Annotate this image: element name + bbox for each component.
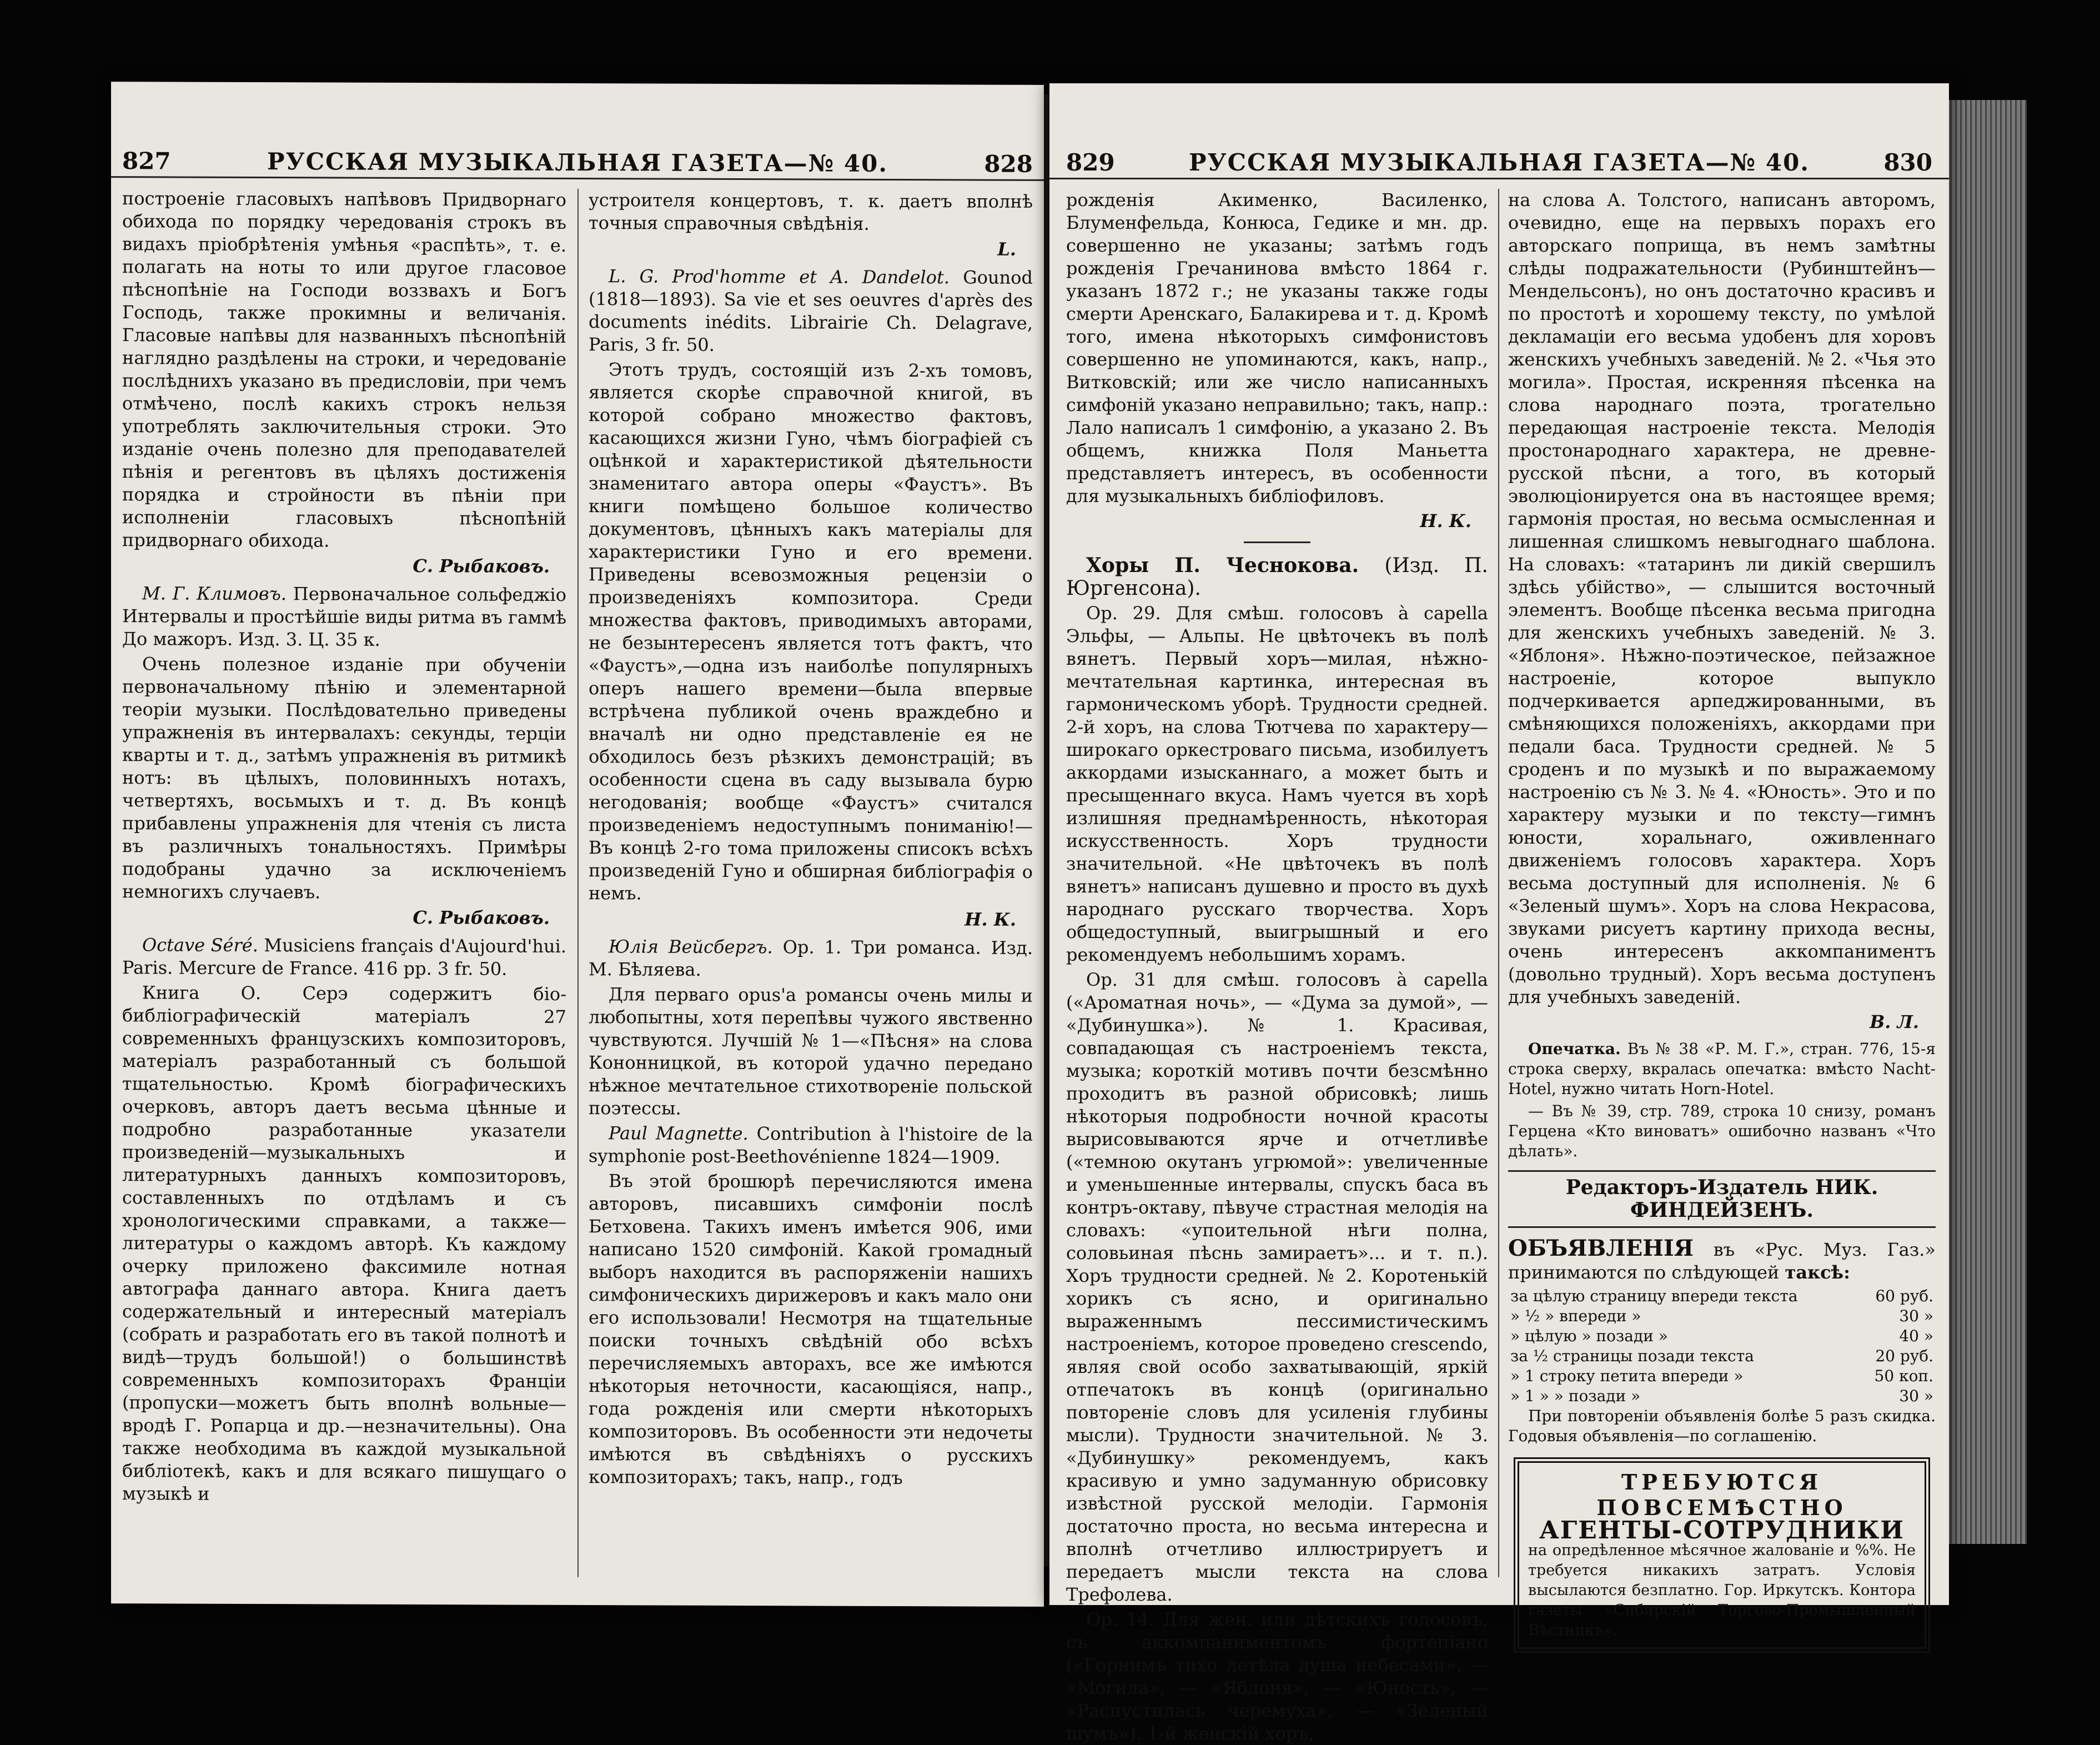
rates-table <box>1508 1286 1936 1406</box>
paragraph: Книга О. Серэ содержитъ біо-библіографическій матеріалъ 27 современныхъ французскихъ композиторовъ, матеріалъ разработанный съ большой тщательностью. Кромѣ біографическихъ очерковъ, авторъ даетъ весьма цѣнные и подробно разработанные указатели произведеній—музыкальныхъ и литературныхъ данныхъ композиторовъ, составленныхъ по отдѣламъ и съ хронологическими справками, а также—литературы о каждомъ авторѣ. Къ каждому очерку приложено факсимиле нотная автографа даннаго автора. Книга даетъ содержательный и интересный матеріалъ (собрать и разработать его въ такой полнотѣ и видѣ—трудъ большой!) о большинствѣ современныхъ композиторахъ Франціи (пропуски—можетъ быть вполнѣ вольные—вродѣ Г. Ропарца и др.—незначительны). Она также необходима въ каждой музыкальной библіотекѣ, какъ и для всякаго пишущаго о музыкѣ и <box>122 982 566 1505</box>
rate-label: » 1 » » позади » <box>1510 1387 1641 1405</box>
paragraph: Для перваго opus'а романсы очень милы и любопытны, хотя перепѣвы чужого явственно чувствуются. Лучшій № 1—«Пѣсня» на слова Кононницкой, въ которой удачно передано нѣжное мечтательное стихотвореніе польской поэтессы. <box>589 984 1033 1119</box>
review-author: Paul Magnette. <box>609 1122 748 1145</box>
paragraph: устроителя концертовъ, т. к. даетъ вполнѣ точныя справочныя свѣдѣнія. <box>589 189 1033 234</box>
divider <box>1244 541 1310 543</box>
signature: Н. К. <box>964 909 1016 930</box>
paragraph: Этотъ трудъ, состоящій изъ 2-хъ томовъ, является скорѣе справочной книгой, въ которой собрано множество фактовъ, касающихся жизни Гуно, чѣмъ біографіей съ оцѣнкой и характеристикой дѣятельности знаменитаго автора оперы «Фаустъ». Въ книги помѣщено большое количество документовъ, цѣнныхъ какъ матеріалы для характеристики Гуно и его времени. Приведены всевозможныя рецензіи о произведеніяхъ композитора. Среди множества фактовъ, приводимыхъ авторами, не безынтересенъ является тотъ фактъ, что «Фаустъ»,—одна изъ наиболѣе популярныхъ оперъ нашего времени—была впервые встрѣчена публикой очень враждебно и вначалѣ ни одно представленіе ея не обходилось безъ рѣзкихъ демонстрацій; въ особенности сцена въ саду вызывала бурю негодованія; вообще «Фаустъ» считался произведеніемъ недоступнымъ пониманію!—Въ концѣ 2-го тома приложены списокъ всѣхъ произведеній Гуно и обширная библіографія о немъ. <box>589 359 1033 904</box>
rate-price: 40 » <box>1899 1327 1933 1345</box>
ads-title: ОБЪЯВЛЕНІЯ <box>1508 1235 1694 1261</box>
review-title: Первоначальное сольфеджіо Интервалы и простѣйшіе виды ритма въ гаммѣ До мажоръ. Изд. 3. Ц. 35 к. <box>122 583 566 650</box>
errata-line <box>1508 1039 1936 1099</box>
running-header-right <box>1049 144 1949 179</box>
section-publisher: (Изд. П. Юргенсона). <box>1066 554 1488 600</box>
rate-price: 60 руб. <box>1875 1287 1933 1305</box>
signature: Н. К. <box>1420 510 1471 531</box>
paragraph: Op. 31 для смѣш. голосовъ à capella («Ароматная ночь», — «Дума за думой», — «Дубинушка»). № 1. Красивая, совпадающая съ настроеніемъ текста, музыка; короткій мотивъ почти безсмѣнно проходитъ въ разной обрисовкѣ; лишь нѣкоторыя подробности ночной красоты вырисовываются ярче и отчетливѣе («темною окутанъ угрюмой»: увеличенные и уменьшенные интервалы, спускъ баса въ контръ-октаву, пѣвуче страстная мелодія на словахъ: «упоительной нѣги полна, соловьиная пѣснь замираетъ»... и т. п.). Хоръ трудности средней. № 2. Коротенькій хорикъ съ ясно, и оригинально выраженнымъ пессимистическимъ настроеніемъ, которое проведено crescendo, являя свой особо захватывающій, яркій отпечатокъ въ концѣ (оригинально повтореніе словъ для усиленія глубины мысли). Трудности значительной. № 3. «Дубинушку» рекомендуемъ, какъ красивую и умно задуманную обрисовку извѣстной русской мелодіи. Гармонія достаточно проста, но весьма интересна и вполнѣ отчетливо иллюстрируетъ и передаетъ мысли текста на слова Трефолева. <box>1066 969 1488 1605</box>
column-rule <box>1498 189 1499 1577</box>
newspaper-title: РУССКАЯ МУЗЫКАЛЬНАЯ ГАЗЕТА—№ 40. <box>267 148 888 177</box>
ad-text: на опредѣленное мѣсячное жалованіе и %%. Не требуется никакихъ затратъ. Условія высылаются безплатно. Гор. Иркутскъ. Контора газеты «Сибирскій Торгово-Промышленный Вѣстникъ». <box>1528 1542 1916 1639</box>
rate-price: 50 коп. <box>1874 1367 1933 1385</box>
column-4 <box>1508 189 1936 1639</box>
running-header-left <box>111 143 1044 181</box>
review-entry <box>122 582 566 652</box>
rate-label: » ½ » впереди » <box>1510 1307 1641 1325</box>
page-number: 828 <box>984 150 1033 178</box>
paragraph: Въ этой брошюрѣ перечисляются имена авторовъ, писавшихъ симфоніи послѣ Бетховена. Такихъ именъ имѣется 906, ими написано 1520 симфоній. Какой громадный выборъ находится въ распоряженіи нашихъ симфоническихъ дирижеровъ и какъ мало они его использовали! Несмотря на тщательные поиски точныхъ свѣдѣній обо всѣхъ перечисляемыхъ авторахъ, все же имѣются нѣкоторыя неточности, касающіяся, напр., года рожденія или смерти нѣкоторыхъ композиторовъ. Въ особенности эти недочеты имѣются въ свѣдѣніяхъ о русскихъ композиторахъ; такъ, напр., годъ <box>589 1170 1033 1489</box>
review-entry <box>589 265 1033 358</box>
review-entry <box>122 934 566 981</box>
review-title: Musiciens français d'Aujourd'hui. Paris. Mercure de France. 416 pp. 3 fr. 50. <box>122 935 567 980</box>
review-title: Op. 1. Три романса. Изд. М. Бѣляева. <box>589 936 1033 980</box>
review-title: Gounod (1818—1893). Sa vie et ses oeuvres d'après des documents inédits. Librairie Ch. Delagrave, Paris, 3 fr. 50. <box>589 267 1033 355</box>
rate-row <box>1508 1366 1936 1386</box>
paragraph: Очень полезное изданіе при обученіи первоначальному пѣнію и элементарной теоріи музыки. Послѣдовательно приведены упражненія въ интервалахъ: секунды, терціи кварты и т. д., затѣмъ упражненія въ ритмикѣ нотъ: въ цѣлыхъ, половинныхъ нотахъ, четвертяхъ, восьмыхъ и т. д. Въ концѣ прибавлены упражненія для чтенія съ листа въ различныхъ тональностяхъ. Примѣры подобраны удачно за исключеніемъ немногихъ случаевъ. <box>122 653 566 903</box>
paragraph: Op. 29. Для смѣш. голосовъ à capella Эльфы, — Альпы. Не цвѣточекъ въ полѣ вянетъ. Первый хоръ—милая, нѣжно-мечтательная картинка, интересная въ гармоническомъ уборѣ. Трудности средней. 2-й хоръ, на слова Тютчева по характеру—широкаго оркестроваго письма, изобилуетъ аккордами изысканнаго, а может быть и пресыщеннаго вкуса. Намъ чуется въ хорѣ излишняя преднамѣренность, нѣкоторая искусственность. Хоръ трудности значительной. «Не цвѣточекъ въ полѣ вянетъ» написанъ душевно и просто въ духѣ народнаго русскаго творчества. Хоръ общедоступный, выигрышный и его рекомендуемъ небольшимъ хорамъ. <box>1066 603 1488 965</box>
editor-line: Редакторъ-Издатель НИК. ФИНДЕЙЗЕНЪ. <box>1508 1170 1936 1228</box>
review-title: Contribution à l'histoire de la symphonie post-Beethovénienne 1824—1909. <box>589 1123 1033 1168</box>
left-page <box>111 82 1044 1607</box>
errata <box>1508 1039 1936 1161</box>
rate-label: за ½ страницы позади текста <box>1510 1347 1754 1365</box>
right-page <box>1049 83 1949 1744</box>
rate-row <box>1508 1286 1936 1306</box>
paragraph: Op. 14. Для жен. или дѣтскихъ голосовъ, съ аккомпаниментомъ фортепіано («Горнимъ тихо летѣла душа небесами», — «Могила», — «Яблоня», — «Юность», — «Распустилась черемуха», — «Зеленый шумъ»). 1-й женскій хоръ, <box>1066 1609 1488 1744</box>
review-author: Юлія Вейсбергъ. <box>609 936 773 958</box>
page-edges <box>1943 100 2027 1544</box>
rate-price: 20 руб. <box>1875 1347 1933 1365</box>
section-heading <box>1066 554 1488 600</box>
review-author: Octave Séré. <box>142 934 258 956</box>
rate-label: » 1 строку петита впереди » <box>1510 1367 1744 1385</box>
rate-row <box>1508 1306 1936 1326</box>
page-number: 827 <box>122 147 171 175</box>
column-rule <box>577 189 579 1577</box>
review-entry <box>589 935 1033 982</box>
rate-label: » цѣлую » позади » <box>1510 1327 1668 1345</box>
paragraph: рожденія Акименко, Василенко, Блуменфельда, Конюса, Гедике и мн. др. совершенно не указаны; затѣмъ годъ рожденія Гречанинова вмѣсто 1864 г. указанъ 1872 г.; не указаны также годы смерти Аренскаго, Балакирева и т. д. Кромѣ того, имена нѣкоторыхъ симфонистовъ совершенно не упоминаются, какъ, напр., Витковскій; или же число написанныхъ симфоній указано неправильно; такъ, напр.: Лало написалъ 1 симфонію, а указано 2. Въ общемъ, книжка Поля Маньетта представляетъ интересъ, въ особенности для музыкальныхъ библіофиловъ. <box>1066 189 1488 507</box>
ads-note: При повтореніи объявленія болѣе 5 разъ скидка. Годовыя объявленія—по соглашенію. <box>1508 1407 1936 1445</box>
review-author: М. Г. Климовъ. <box>142 583 287 605</box>
signature: L. <box>997 238 1016 260</box>
ads-tax: таксѣ: <box>1785 1262 1850 1283</box>
ad-heading: АГЕНТЫ-СОТРУДНИКИ <box>1539 1516 1905 1545</box>
signature: В. Л. <box>1870 1011 1919 1032</box>
rate-price: 30 » <box>1899 1307 1933 1325</box>
newspaper-title: РУССКАЯ МУЗЫКАЛЬНАЯ ГАЗЕТА—№ 40. <box>1189 149 1810 176</box>
errata-text: Въ № 38 «Р. М. Г.», стран. 776, 15-я строка сверху, вкралась опечатка: вмѣсто Nacht-Hotel, нужно читать Horn-Hotel. <box>1508 1040 1936 1098</box>
errata-text: — Въ № 39, стр. 789, строка 10 снизу, романъ Герцена «Кто виноватъ» ошибочно названъ «Что дѣлать». <box>1508 1102 1936 1160</box>
rate-row <box>1508 1326 1936 1346</box>
ad-heading: ТРЕБУЮТСЯ <box>1621 1470 1823 1495</box>
page-number: 829 <box>1066 149 1115 176</box>
section-title: Хоры П. Чеснокова. <box>1086 554 1359 577</box>
errata-title: Опечатка. <box>1528 1040 1621 1058</box>
ad-heading: ПОВСЕМѢСТНО <box>1596 1495 1847 1520</box>
rate-row <box>1508 1346 1936 1366</box>
column-1 <box>122 187 566 1588</box>
ads-intro-text: въ «Рус. Муз. Газ.» принимаются по слѣдующей <box>1508 1239 1936 1283</box>
review-entry <box>589 1122 1033 1169</box>
signature: С. Рыбаковъ. <box>413 906 550 929</box>
page-number: 830 <box>1883 149 1932 176</box>
rate-price: 30 » <box>1899 1387 1933 1405</box>
rate-label: за цѣлую страницу впереди текста <box>1510 1287 1798 1305</box>
agents-wanted-ad <box>1514 1457 1930 1653</box>
column-2 <box>589 189 1033 1590</box>
paragraph: на слова А. Толстого, написанъ авторомъ, очевидно, еще на первыхъ порахъ его авторскаго поприща, въ немъ замѣтны слѣды подражательности (Рубинштейнъ—Мендельсонъ), но онъ достаточно красивъ и по простотѣ и хорошему тексту, по умѣлой декламаціи его весьма удобенъ для хоровъ женскихъ учебныхъ заведеній. № 2. «Чья это могила». Простая, искренняя пѣсенка на слова народнаго поэта, трогательно передающая настроеніе текста. Мелодія простонароднаго характера, не древне-русской пѣсни, а того, въ который эволюціонируется она въ настоящее время; гармонія простая, но весьма осмысленная и лишенная слишкомъ невыгоднаго шаблона. На словахъ: «татаринъ ли дикій свершилъ здѣсь убійство», — слышится восточный элементъ. Вообще пѣсенка весьма пригодна для женскихъ учебныхъ заведеній. № 3. «Яблоня». Нѣжно-поэтическое, пейзажное настроеніе, которое выпукло подчеркивается арпеджированными, въ смѣняющихся положеніяхъ, аккордами при педали баса. Трудности средней. № 5 сроденъ и по музыкѣ и по выражаемому настроенію съ № 3. № 4. «Юность». Это и по характеру музыки и по тексту—гимнъ юности, хоральнаго, оживленнаго движеніемъ голосовъ характера. Хоръ весьма доступный для исполненія. № 6 «Зеленый шумъ». Хоръ на слова Некрасова, звуками рисуетъ картину прихода весны, очень интересенъ аккомпаниментъ (довольно трудный). Хоръ весьма доступенъ для учебныхъ заведеній. <box>1508 189 1936 1007</box>
review-author: L. G. Prod'homme et A. Dandelot. <box>609 265 950 288</box>
column-3 <box>1066 189 1488 1744</box>
ads-intro <box>1508 1237 1936 1284</box>
rate-row <box>1508 1386 1936 1406</box>
paragraph: построеніе гласовыхъ напѣвовъ Придворнаго обихода по порядку чередованія строкъ въ видахъ пріобрѣтенія умѣнья «распѣть», т. е. полагать на ноты то или другое гласовое пѣснопѣніе на Господи воззвахъ и Богъ Господь, также прокимны и величанія. Гласовые напѣвы для названныхъ пѣснопѣній наглядно раздѣлены на строки, и чередованіе послѣднихъ указано въ предисловіи, при чемъ отмѣчено, послѣ какихъ строкъ нельзя употреблять заключительныя строки. Это изданіе очень полезно для преподавателей пѣнія и регентовъ въ цѣляхъ достиженія порядка и стройности въ пѣніи при исполненіи гласовыхъ пѣснопѣній придворнаго обихода. <box>122 188 566 551</box>
signature: С. Рыбаковъ. <box>413 555 550 577</box>
